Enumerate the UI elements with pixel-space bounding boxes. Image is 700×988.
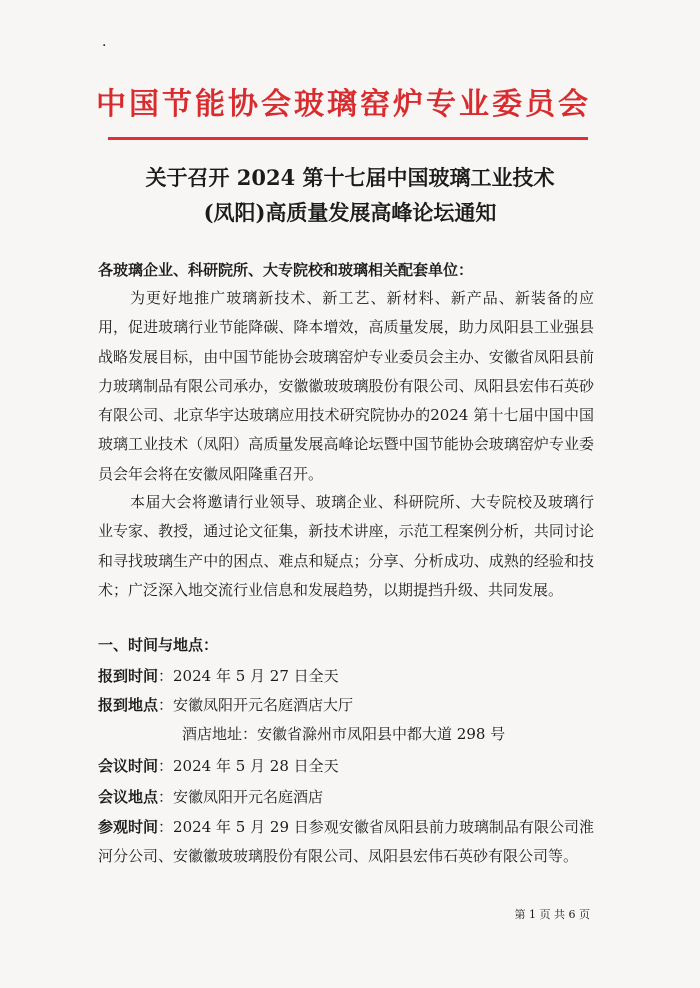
registration-time-value: ：2024 年 5 月 27 日全天 (158, 667, 339, 685)
notice-title (80, 160, 620, 230)
meeting-time-value: ：2024 年 5 月 28 日全天 (158, 757, 339, 775)
registration-time-label: 报到时间 (98, 667, 159, 685)
header-dot: · (102, 38, 107, 54)
notice-title-line1: 关于召开 2024 第十七届中国玻璃工业技术 (145, 165, 555, 190)
salutation: 各玻璃企业、科研院所、大专院校和玻璃相关配套单位： (98, 261, 474, 279)
registration-place-row (98, 691, 594, 720)
meeting-time-row (98, 752, 594, 781)
registration-time-row (98, 662, 594, 691)
meeting-time-label: 会议时间 (98, 757, 159, 775)
section-time-place-heading: 一、时间与地点： (98, 636, 219, 654)
notice-title-line2: (凤阳)高质量发展高峰论坛通知 (203, 200, 497, 225)
header-divider (108, 137, 588, 140)
visit-time-value: ：2024 年 5 月 29 日参观安徽省凤阳县前力玻璃制品有限公司淮河分公司、安徽徽玻玻璃股份有限公司、凤阳县宏伟石英砂有限公司等。 (98, 818, 594, 865)
page-indicator: 第 1 页 共 6 页 (514, 908, 590, 921)
registration-place-value: ：安徽凤阳开元名庭酒店大厅 (158, 696, 354, 714)
organization-name: 中国节能协会玻璃窑炉专业委员会 (96, 87, 591, 122)
visit-time-label: 参观时间 (98, 818, 159, 836)
paragraph-intro: 为更好地推广玻璃新技术、新工艺、新材料、新产品、新装备的应用，促进玻璃行业节能降碳、降本增效，高质量发展，助力凤阳县工业强县战略发展目标，由中国节能协会玻璃窑炉专业委员会主办、安徽省凤阳县前力玻璃制品有限公司承办，安徽徽玻玻璃股份有限公司、凤阳县宏伟石英砂有限公司、北京华宇达玻璃应用技术研究院协办的2024 第十七届中国中国玻璃工业技术（凤阳）高质量发展高峰论坛暨中国节能协会玻璃窑炉专业委员会年会将在安徽凤阳隆重召开。 (98, 289, 594, 483)
registration-place-label: 报到地点 (98, 696, 159, 714)
paragraph-agenda: 本届大会将邀请行业领导、玻璃企业、科研院所、大专院校及玻璃行业专家、教授，通过论文征集，新技术讲座，示范工程案例分析，共同讨论和寻找玻璃生产中的困点、难点和疑点；分享、分析成功、成熟的经验和技术；广泛深入地交流行业信息和发展趋势，以期提挡升级、共同发展。 (98, 493, 594, 599)
meeting-place-value: ：安徽凤阳开元名庭酒店 (158, 788, 324, 806)
visit-time-row (98, 813, 594, 871)
hotel-address: 酒店地址：安徽省滁州市凤阳县中都大道 298 号 (182, 725, 506, 743)
meeting-place-row (98, 783, 594, 812)
meeting-place-label: 会议地点 (98, 788, 159, 806)
